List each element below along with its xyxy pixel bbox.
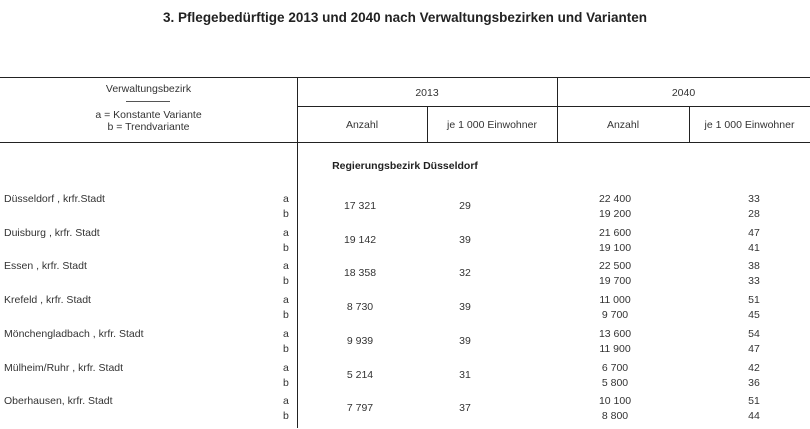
je1000-2013: 39 [459, 301, 471, 314]
district-name: Mönchengladbach , krfr. Stadt [4, 327, 144, 340]
je1000-2040-b: 47 [748, 342, 760, 355]
variant-b-label: b [283, 241, 289, 254]
variant-a-label: a [283, 260, 289, 273]
variant-b-label: b [283, 275, 289, 288]
stub-label: Verwaltungsbezirk [105, 83, 192, 95]
je1000-2013: 37 [459, 402, 471, 415]
je1000-2040-a: 51 [748, 294, 760, 307]
table-title: 3. Pflegebedürftige 2013 und 2040 nach Verwaltungsbezirken und Varianten [163, 10, 647, 25]
year-2013-header: 2013 [415, 87, 439, 99]
variant-b-label: b [283, 410, 289, 423]
variant-a-label: a [283, 395, 289, 408]
variant-a-label: a [283, 226, 289, 239]
district-name: Essen , krfr. Stadt [4, 260, 87, 273]
anzahl-2040-b: 9 700 [601, 309, 629, 322]
anzahl-2013: 19 142 [343, 233, 377, 246]
anzahl-2040-b: 19 200 [598, 208, 632, 220]
variant-a-label: a [283, 327, 289, 340]
je1000-2013: 39 [459, 334, 471, 347]
je1000-2040-a: 42 [748, 361, 760, 374]
je1000-2040-b: 28 [748, 208, 760, 220]
anzahl-2040-b: 19 700 [598, 275, 632, 288]
anzahl-2013: 9 939 [346, 334, 374, 347]
table-row [0, 227, 810, 261]
je1000-2040-a: 54 [748, 327, 760, 340]
header-bottom-rule [0, 142, 810, 143]
col-je1000-2040: je 1 000 Einwohner [704, 119, 795, 131]
anzahl-2013: 18 358 [343, 267, 377, 280]
variant-a-label: a [283, 294, 289, 307]
district-name: Düsseldorf , krfr.Stadt [4, 193, 105, 205]
anzahl-2040-b: 11 900 [599, 342, 631, 355]
je1000-2013: 29 [459, 200, 471, 212]
district-name: Duisburg , krfr. Stadt [4, 226, 100, 239]
table-row [0, 294, 810, 328]
anzahl-2040-a: 10 100 [598, 395, 632, 408]
year-2040-header: 2040 [671, 87, 696, 99]
anzahl-2013: 7 797 [346, 402, 374, 415]
je1000-2013: 31 [459, 368, 471, 381]
variant-b-label: b [283, 309, 289, 322]
anzahl-2040-b: 8 800 [601, 410, 629, 423]
je1000-2040-b: 44 [748, 410, 760, 423]
district-name: Mülheim/Ruhr , krfr. Stadt [4, 361, 124, 374]
je1000-2040-a: 47 [748, 226, 760, 239]
anzahl-2040-b: 5 800 [601, 376, 629, 389]
variant-b-label: b [283, 342, 289, 355]
stub-underline [126, 101, 170, 102]
district-name: Krefeld , krfr. Stadt [4, 294, 91, 307]
table-row [0, 395, 810, 429]
anzahl-2013: 5 214 [346, 368, 374, 381]
anzahl-2013: 17 321 [343, 200, 377, 212]
je1000-2040-a: 51 [748, 395, 760, 408]
col-je1000-2013: je 1 000 Einwohner [447, 119, 537, 131]
year-rule [297, 106, 810, 107]
anzahl-2013: 8 730 [346, 301, 374, 314]
je1000-2040-b: 36 [748, 376, 760, 389]
table-row [0, 260, 810, 294]
anzahl-2040-a: 13 600 [598, 327, 632, 340]
region-heading: Regierungsbezirk Düsseldorf [332, 160, 478, 172]
anzahl-2040-b: 19 100 [598, 241, 632, 254]
table-row [0, 328, 810, 362]
anzahl-2040-a: 22 500 [598, 260, 632, 273]
table-row [0, 193, 810, 227]
header-top-rule [0, 77, 810, 78]
legend-b: b = Trendvariante [107, 121, 190, 133]
variant-b-label: b [283, 376, 289, 389]
je1000-2040-a: 33 [748, 193, 760, 205]
je1000-2013: 32 [459, 267, 471, 280]
anzahl-2040-a: 6 700 [601, 361, 629, 374]
variant-a-label: a [283, 361, 289, 374]
table-row [0, 362, 810, 396]
je1000-2040-b: 41 [748, 241, 760, 254]
variant-b-label: b [283, 208, 289, 220]
variant-a-label: a [283, 193, 289, 205]
je1000-2040-b: 45 [748, 309, 760, 322]
legend-a: a = Konstante Variante [95, 109, 202, 121]
je1000-2040-a: 38 [748, 260, 760, 273]
district-name: Oberhausen, krfr. Stadt [4, 395, 113, 408]
je1000-2040-b: 33 [748, 275, 760, 288]
anzahl-2040-a: 22 400 [598, 193, 632, 205]
je1000-2013: 39 [459, 233, 471, 246]
anzahl-2040-a: 11 000 [599, 294, 631, 307]
col-anzahl-2013: Anzahl [345, 119, 379, 131]
anzahl-2040-a: 21 600 [598, 226, 632, 239]
col-anzahl-2040: Anzahl [606, 119, 640, 131]
